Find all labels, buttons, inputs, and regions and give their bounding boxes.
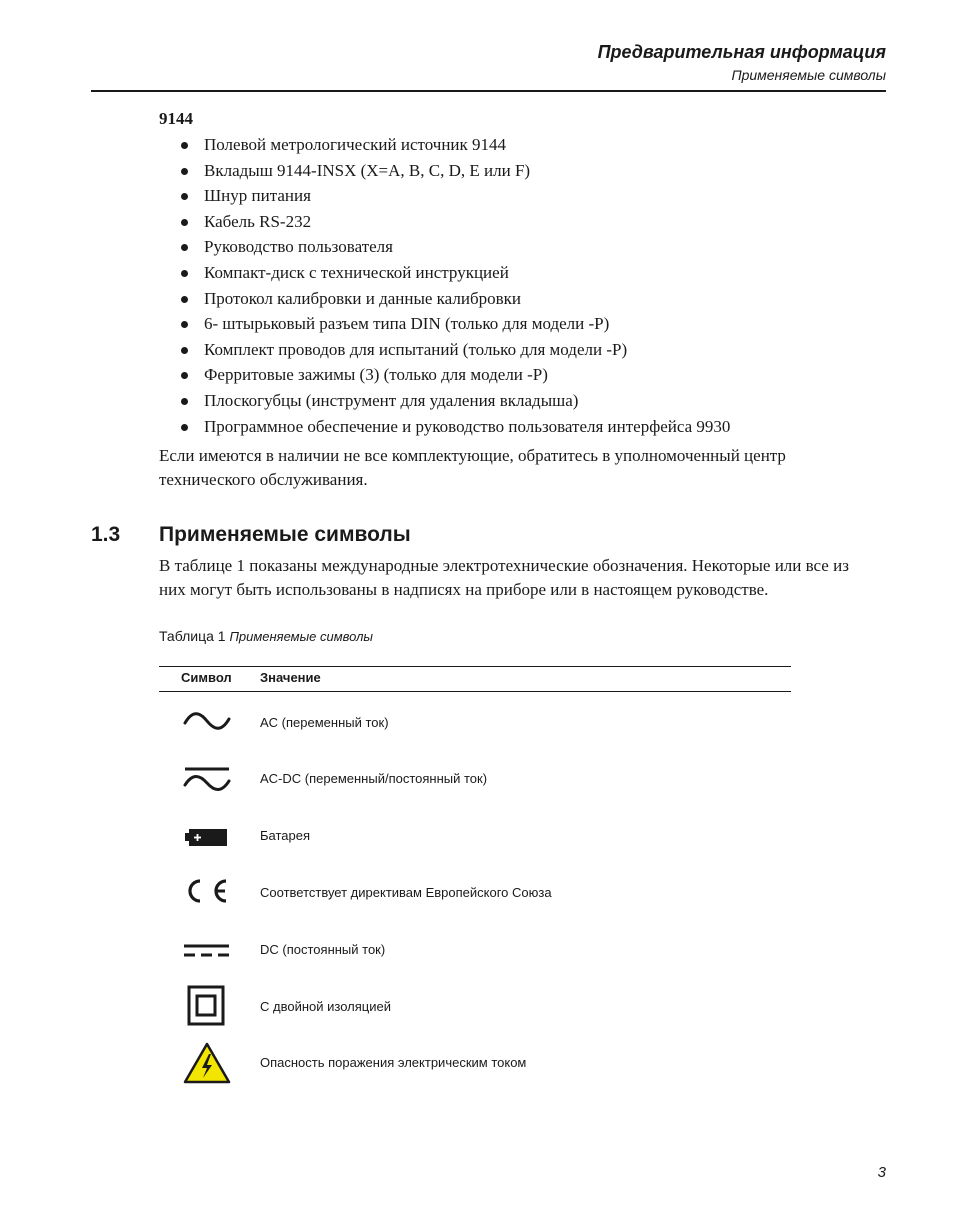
table-row — [159, 924, 791, 974]
bullet-icon — [181, 321, 188, 328]
bullet-icon — [181, 193, 188, 200]
list-item: Плоскогубцы (инструмент для удаления вкладыша) — [181, 390, 861, 416]
running-header-title: Предварительная информация — [597, 42, 886, 62]
symbol-meaning: С двойной изоляцией — [260, 999, 391, 1014]
ac-dc-icon — [159, 753, 254, 803]
bullet-icon — [181, 372, 188, 379]
symbol-meaning: Опасность поражения электрическим током — [260, 1055, 527, 1070]
section-intro: В таблице 1 показаны международные электротехнические обозначения. Некоторые или все из них могут быть использованы в надписях на приборе или в настоящем руководстве. — [159, 556, 849, 599]
list-item: 6- штырьковый разъем типа DIN (только для модели -P) — [181, 313, 861, 339]
list-item: Кабель RS-232 — [181, 211, 861, 237]
bullet-icon — [181, 219, 188, 226]
symbol-meaning: AC (переменный ток) — [260, 715, 389, 730]
table-row — [159, 753, 791, 803]
dc-icon — [159, 924, 254, 974]
list-item: Программное обеспечение и руководство пользователя интерфейса 9930 — [181, 416, 861, 442]
list-item: Комплект проводов для испытаний (только для модели -P) — [181, 339, 861, 365]
table-caption-prefix: Таблица 1 — [159, 628, 226, 644]
running-header-subtitle: Применяемые символы — [731, 67, 886, 83]
list-item: Компакт-диск с технической инструкцией — [181, 262, 861, 288]
column-header-symbol: Символ — [181, 670, 232, 685]
ce-mark-icon — [159, 867, 254, 917]
model-heading: 9144 — [159, 109, 193, 128]
symbol-meaning: DC (постоянный ток) — [260, 942, 386, 957]
list-item: Полевой метрологический источник 9144 — [181, 134, 861, 160]
table-row — [159, 867, 791, 917]
list-item: Шнур питания — [181, 185, 861, 211]
section-number: 1.3 — [91, 523, 121, 546]
table-header-rule — [159, 691, 791, 692]
list-item: Протокол калибровки и данные калибровки — [181, 288, 861, 314]
table-row — [159, 981, 791, 1031]
list-item: Ферритовые зажимы (3) (только для модели -P) — [181, 364, 861, 390]
bullet-icon — [181, 424, 188, 431]
list-item: Вкладыш 9144-INSX (X=A, B, C, D, E или F) — [181, 160, 861, 186]
table-row — [159, 1037, 791, 1087]
bullet-icon — [181, 168, 188, 175]
battery-icon — [159, 810, 254, 860]
table-caption-title: Применяемые символы — [229, 629, 373, 644]
bullet-icon — [181, 398, 188, 405]
bullet-icon — [181, 296, 188, 303]
column-header-meaning: Значение — [260, 670, 321, 685]
list-item: Руководство пользователя — [181, 236, 861, 262]
header-rule — [91, 90, 886, 92]
section-title: Применяемые символы — [159, 523, 411, 546]
page-number: 3 — [877, 1164, 886, 1181]
table-caption — [159, 628, 373, 644]
table-row — [159, 810, 791, 860]
shock-hazard-icon — [159, 1037, 254, 1087]
bullet-icon — [181, 142, 188, 149]
table-top-rule — [159, 666, 791, 667]
bullet-icon — [181, 347, 188, 354]
bullet-icon — [181, 244, 188, 251]
symbol-meaning: Батарея — [260, 828, 311, 843]
symbol-meaning: AC-DC (переменный/постоянный ток) — [260, 771, 488, 786]
double-insulation-icon — [159, 981, 254, 1031]
symbol-meaning: Соответствует директивам Европейского Союза — [260, 885, 552, 900]
ac-icon — [159, 697, 254, 747]
table-row — [159, 697, 791, 747]
package-contents-list — [181, 134, 861, 441]
bullet-icon — [181, 270, 188, 277]
service-note: Если имеются в наличии не все комплектующие, обратитесь в уполномоченный центр технического обслуживания. — [159, 446, 786, 489]
